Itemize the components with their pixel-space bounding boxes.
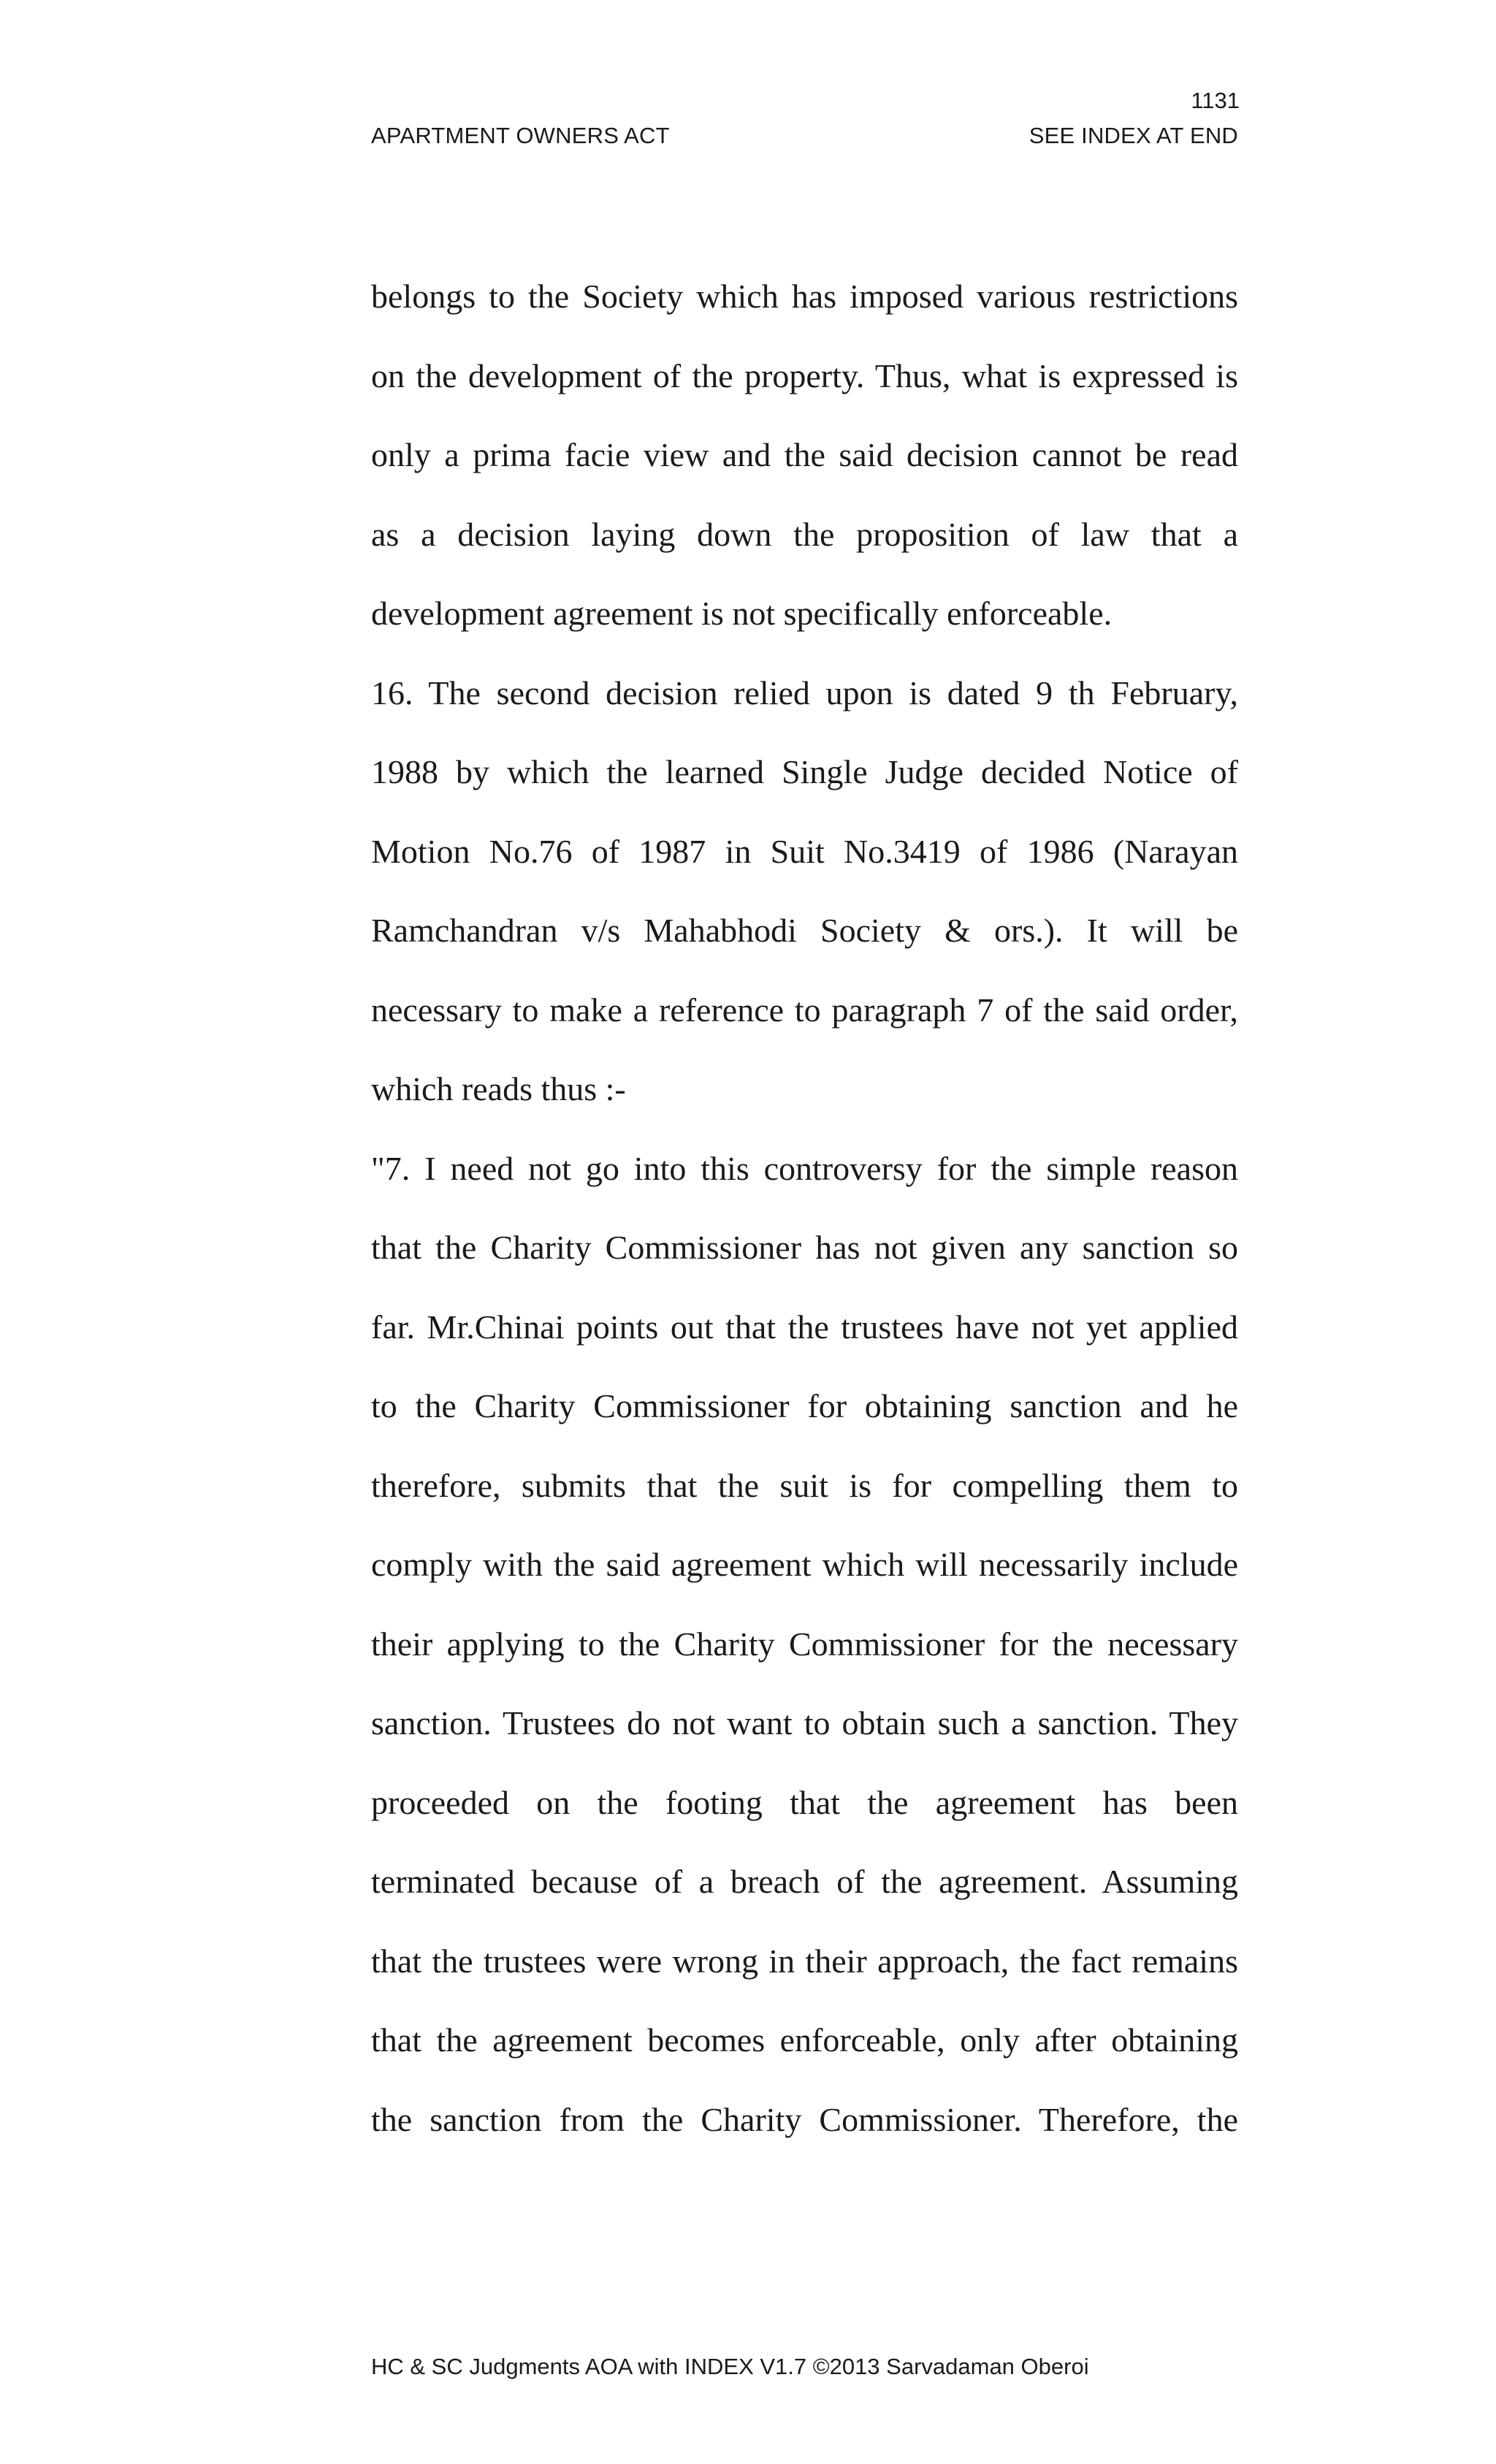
text-line: 16. The second decision relied upon is dated 9 th February, <box>371 674 1238 712</box>
header-title: APARTMENT OWNERS ACT <box>371 123 670 148</box>
document-body <box>371 257 1238 2159</box>
text-line: their applying to the Charity Commissioner for the necessary <box>371 1625 1238 1663</box>
text-line: that the Charity Commissioner has not given any sanction so <box>371 1229 1238 1266</box>
text-line: proceeded on the footing that the agreement has been <box>371 1783 1238 1821</box>
text-line: terminated because of a breach of the agreement. Assuming <box>371 1863 1238 1900</box>
page-number: 1131 <box>1191 88 1240 113</box>
text-line: on the development of the property. Thus, what is expressed is <box>371 356 1238 394</box>
text-line: far. Mr.Chinai points out that the trustees have not yet applied <box>371 1308 1238 1346</box>
page-footer: HC & SC Judgments AOA with INDEX V1.7 ©2013 Sarvadaman Oberoi <box>371 2354 1089 2379</box>
text-line: "7. I need not go into this controversy for the simple reason <box>371 1149 1238 1187</box>
text-line: as a decision laying down the proposition of law that a <box>371 515 1238 553</box>
text-line: which reads thus :- <box>371 1070 626 1107</box>
text-line: comply with the said agreement which will necessarily include <box>371 1546 1238 1583</box>
running-header <box>371 123 1238 149</box>
header-index-note: SEE INDEX AT END <box>1028 123 1238 148</box>
text-line: the sanction from the Charity Commissioner. Therefore, the <box>371 2100 1238 2138</box>
text-line: 1988 by which the learned Single Judge decided Notice of <box>371 753 1238 790</box>
text-line: necessary to make a reference to paragraph 7 of the said order, <box>371 991 1238 1029</box>
text-line: that the agreement becomes enforceable, only after obtaining <box>371 2021 1238 2059</box>
text-line: sanction. Trustees do not want to obtain such a sanction. They <box>371 1704 1238 1742</box>
text-line: to the Charity Commissioner for obtaining sanction and he <box>371 1387 1238 1424</box>
text-line: only a prima facie view and the said decision cannot be read <box>371 436 1238 473</box>
text-line: that the trustees were wrong in their approach, the fact remains <box>371 1942 1238 1980</box>
text-line: therefore, submits that the suit is for compelling them to <box>371 1466 1238 1504</box>
text-line: belongs to the Society which has imposed various restrictions <box>371 278 1238 315</box>
text-line: development agreement is not specifically enforceable. <box>371 595 1113 632</box>
text-line: Motion No.76 of 1987 in Suit No.3419 of 1986 (Narayan <box>371 832 1238 870</box>
text-line: Ramchandran v/s Mahabhodi Society & ors.). It will be <box>371 912 1238 949</box>
